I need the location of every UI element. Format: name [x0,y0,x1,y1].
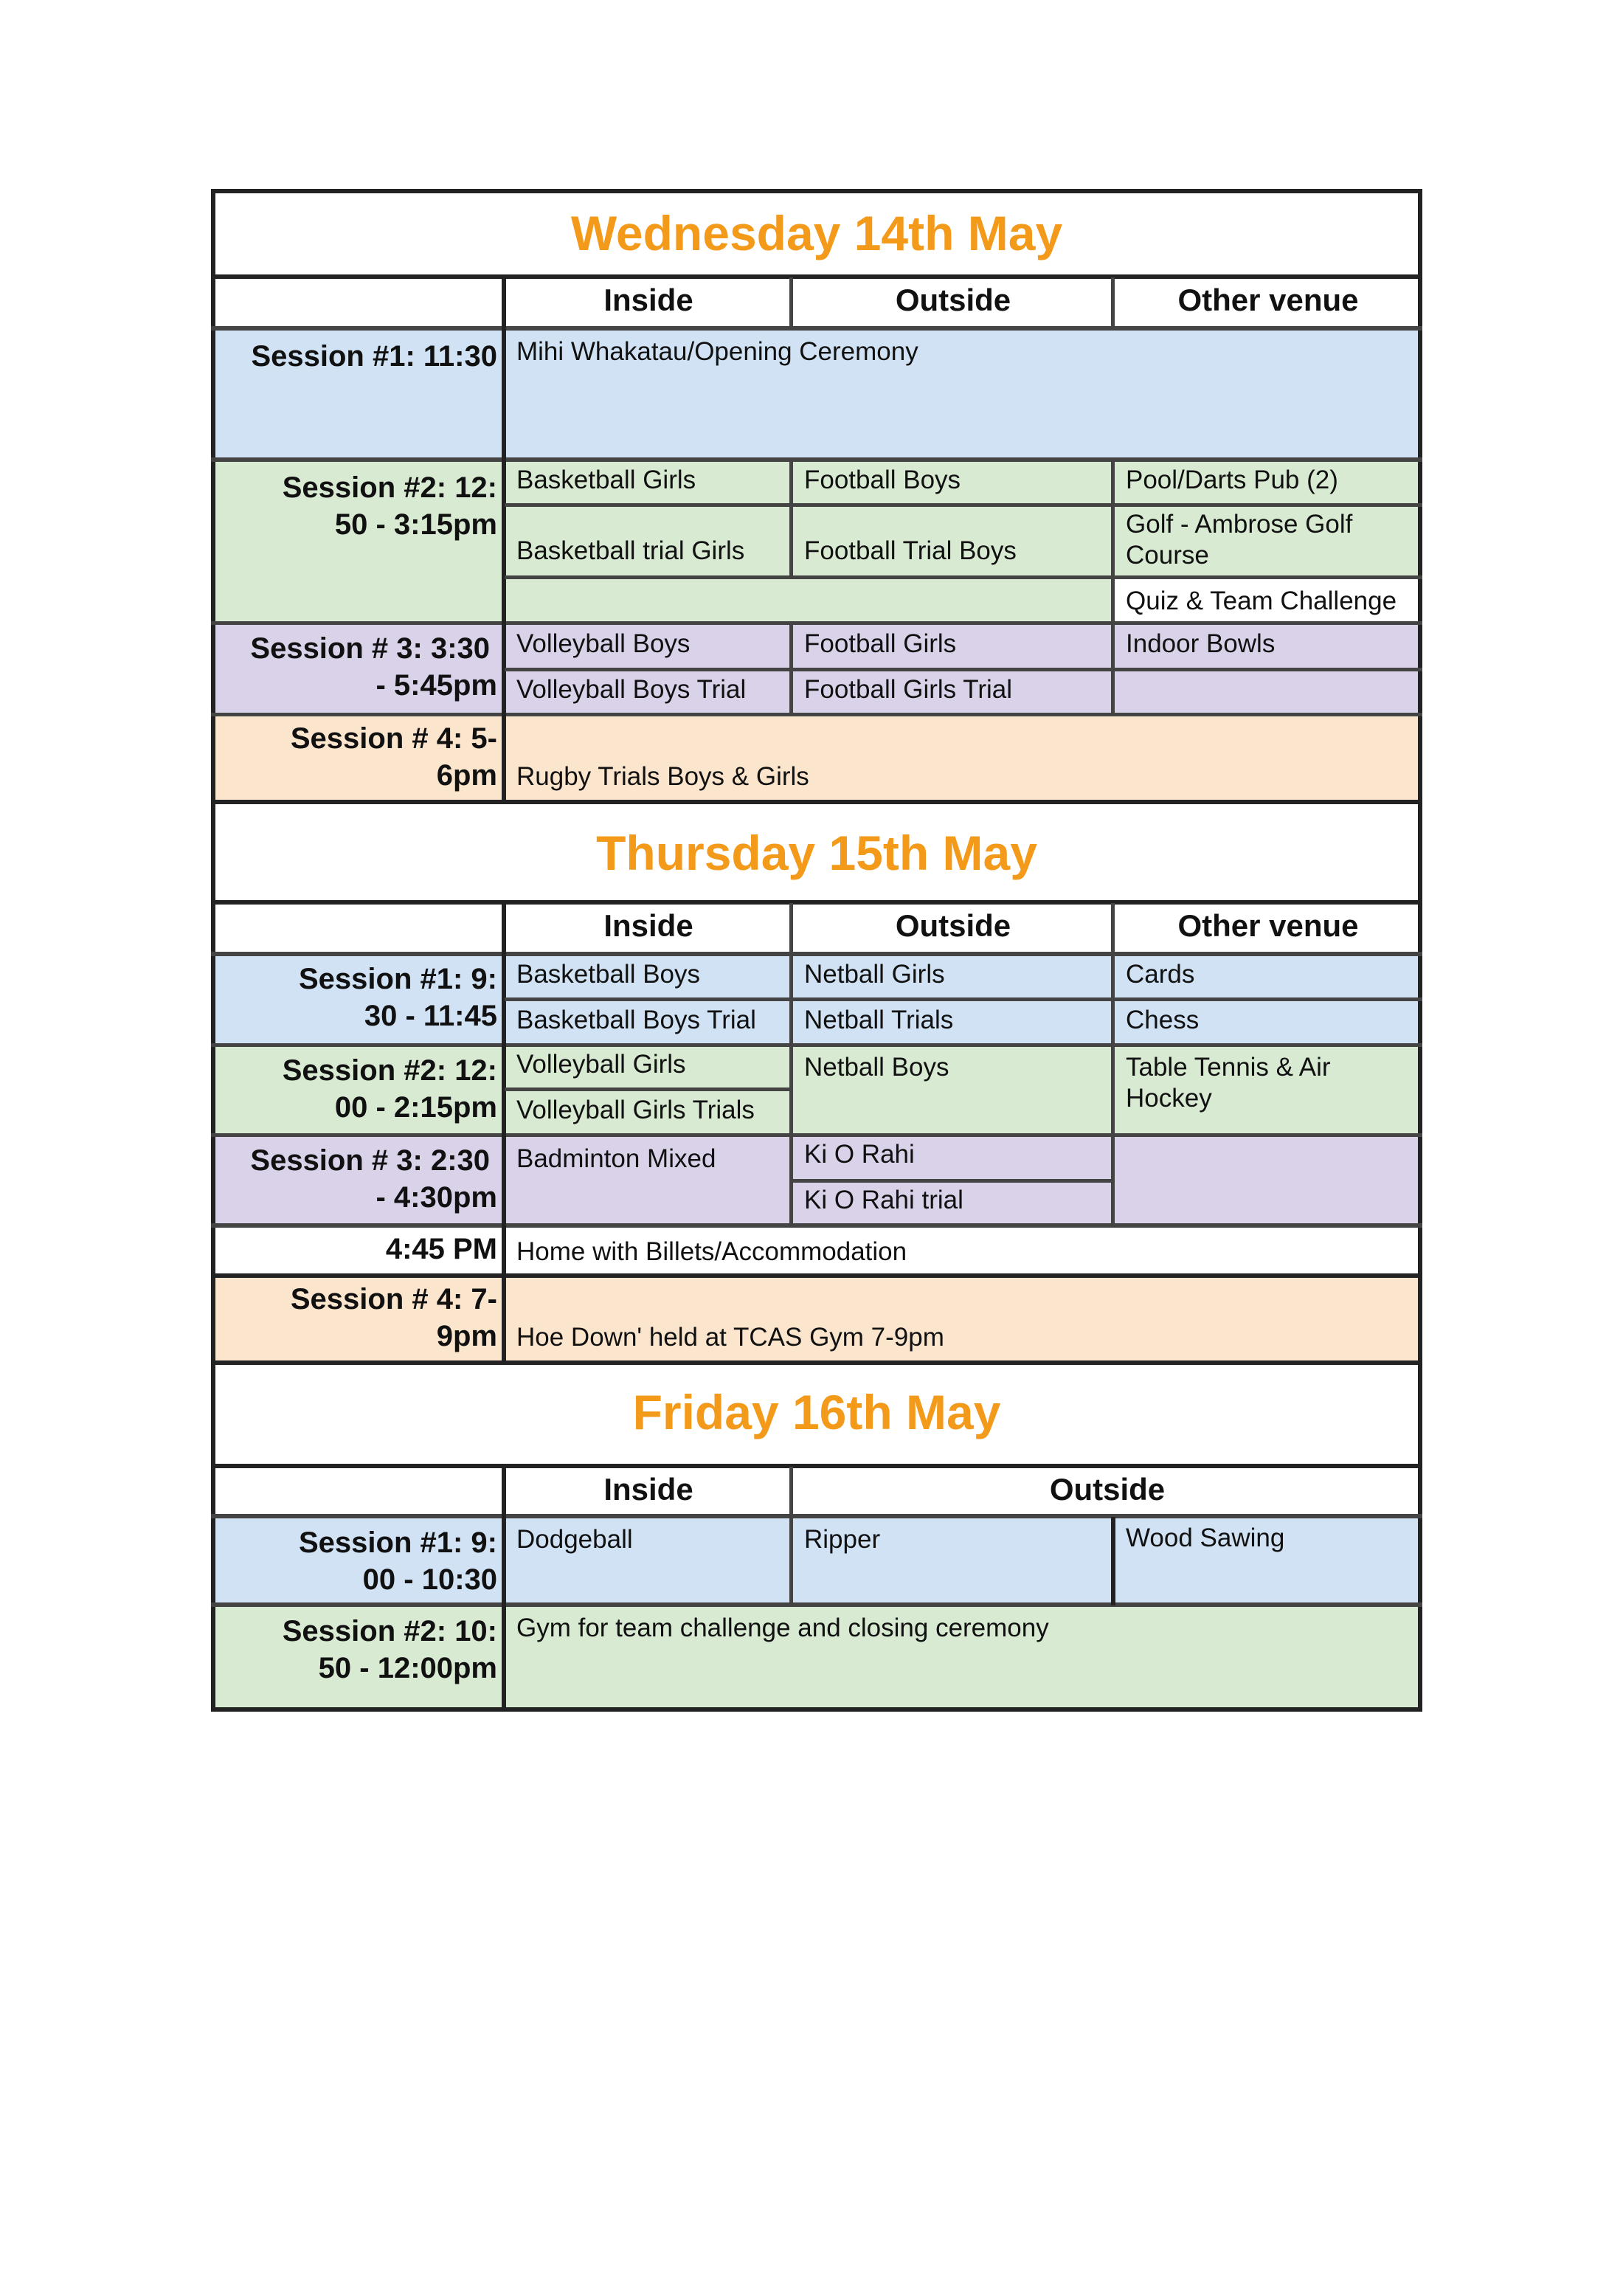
wednesday-session4-label-line1: Session # 4: 5- [290,722,497,755]
friday-session2-activity-cell [505,1605,1422,1712]
line-wed-s3 [211,713,1422,716]
vline-fri-header-1 [789,1467,793,1517]
wednesday-session2-other-2: Golf - Ambrose Golf Course [1126,510,1353,570]
vline-wed-header-2 [1111,277,1115,329]
frame-right [1418,189,1422,1712]
friday-header-inside: Inside [603,1472,693,1507]
friday-session2-activity: Gym for team challenge and closing ceremony [516,1614,1049,1642]
wednesday-header-outside: Outside [895,283,1011,317]
thursday-home-label-cell [211,1226,505,1276]
thursday-header-other: Other venue [1177,908,1359,943]
vline-fri-s1-2 [1111,1517,1115,1605]
vline-wed-s2-2 [1111,460,1115,624]
vline-thu-header-1 [789,903,793,955]
wednesday-session1-label: Session #1: 11:30 [251,340,497,373]
wednesday-header-inside: Inside [603,283,693,317]
line-thu-s2-mid [505,1088,792,1091]
thursday-session4-label-line1: Session # 4: 7- [290,1283,497,1315]
line-wed-s3-mid [505,668,1422,671]
line-thu-s3-mid [792,1179,1114,1183]
wednesday-session1-activity-cell [505,329,1422,460]
thursday-session4-label-line2: 9pm [436,1320,497,1352]
thursday-home-activity: Home with Billets/Accommodation [516,1237,907,1266]
wednesday-title-row [211,189,1422,277]
thursday-session1-inside-1: Basketball Boys [516,960,701,989]
frame-left [211,189,215,1712]
line-wed-end [211,800,1422,804]
thursday-session3-label-cell [211,1136,505,1226]
thursday-session3-label-line2: - 4:30pm [376,1181,497,1214]
friday-title: Friday 16th May [632,1385,1001,1439]
wednesday-session2-outside-2: Football Trial Boys [804,536,1017,565]
line-thu-title [211,900,1422,905]
friday-session1-label-line2: 00 - 10:30 [362,1563,497,1596]
line-thu-header [211,952,1422,956]
thursday-home-activity-cell [505,1226,1422,1276]
wednesday-session4-label-cell [211,716,505,803]
frame-top [211,189,1422,193]
friday-header-row [211,1467,1422,1517]
vline-label-thu [502,903,506,1363]
line-wed-s1 [211,457,1422,462]
thursday-session1-label-line1: Session #1: 9: [298,963,497,995]
line-thu-s2 [211,1133,1422,1137]
vline-thu-s2-1 [789,1046,793,1136]
wednesday-session2-inside-1: Basketball Girls [516,466,696,494]
friday-session2-label-cell [211,1605,505,1712]
wednesday-session3-label-cell [211,624,505,716]
friday-session1-label-line1: Session #1: 9: [298,1526,497,1559]
line-fri-header [211,1514,1422,1518]
friday-session2-label-line1: Session #2: 10: [282,1615,497,1647]
wednesday-session2-label-line1: Session #2: 12: [282,471,497,504]
friday-session2-label-line2: 50 - 12:00pm [318,1652,497,1684]
frame-bottom [211,1707,1422,1712]
wednesday-session3-outside-1: Football Girls [804,629,957,658]
friday-session1-outside-2: Wood Sawing [1126,1524,1285,1552]
line-thu-home [211,1273,1422,1278]
thursday-title: Thursday 15th May [596,826,1037,880]
thursday-header-row [211,903,1422,955]
wednesday-session2-label-cell [211,460,505,624]
thursday-session3-outside-1: Ki O Rahi [804,1140,915,1169]
thursday-title-row [211,803,1422,903]
line-thu-end [211,1360,1422,1365]
wednesday-session3-label-line2: - 5:45pm [376,669,497,702]
wednesday-session2-outside-1: Football Boys [804,466,961,494]
wednesday-session3-inside-1: Volleyball Boys [516,629,691,658]
line-wed-header [211,326,1422,331]
thursday-session2-inside-1: Volleyball Girls [516,1050,686,1079]
thursday-session2-other-1: Table Tennis & Air Hockey [1126,1053,1331,1113]
thursday-session2-outside-1: Netball Boys [804,1053,949,1082]
line-thu-s1 [211,1043,1422,1047]
line-fri-s1 [211,1602,1422,1607]
vline-thu-s2-2 [1111,1046,1115,1136]
friday-session1-label-cell [211,1517,505,1605]
wednesday-session1-label-cell [211,329,505,460]
wednesday-session2-other-1: Pool/Darts Pub (2) [1126,466,1338,494]
thursday-session2-block [505,1046,1422,1136]
wednesday-session2-other-3: Quiz & Team Challenge [1126,587,1397,615]
thursday-session4-activity-cell [505,1276,1422,1363]
vline-wed-header-1 [789,277,793,329]
wednesday-header-row [211,277,1422,329]
thursday-session3-label-line1: Session # 3: 2:30 [250,1144,490,1177]
wednesday-title: Wednesday 14th May [570,206,1063,260]
wednesday-session1-activity: Mihi Whakatau/Opening Ceremony [516,337,918,366]
wednesday-session3-inside-2: Volleyball Boys Trial [516,675,747,704]
thursday-session1-outside-2: Netball Trials [804,1006,954,1034]
thursday-session1-inside-2: Basketball Boys Trial [516,1006,756,1034]
wednesday-session3-outside-2: Football Girls Trial [804,675,1013,704]
line-wed-s2 [211,621,1422,625]
line-thu-s3 [211,1223,1422,1228]
line-wed-title [211,274,1422,279]
wednesday-session4-activity: Rugby Trials Boys & Girls [516,762,809,791]
wednesday-session2-label-line2: 50 - 3:15pm [334,508,497,541]
thursday-home-time: 4:45 PM [385,1233,497,1265]
vline-label-wed [502,277,506,803]
schedule-table [211,189,1422,1712]
thursday-session3-outside-2: Ki O Rahi trial [804,1186,963,1214]
thursday-session2-inside-2: Volleyball Girls Trials [516,1096,755,1124]
thursday-session4-activity: Hoe Down' held at TCAS Gym 7-9pm [516,1323,944,1352]
thursday-header-inside: Inside [603,908,693,943]
line-wed-s2-b [505,575,1422,579]
friday-title-row [211,1363,1422,1467]
thursday-session2-label-line1: Session #2: 12: [282,1054,497,1087]
thursday-session2-label-line2: 00 - 2:15pm [334,1091,497,1124]
wednesday-session3-other-1: Indoor Bowls [1126,629,1276,658]
wednesday-session2-other-3-cell [1114,578,1422,624]
thursday-session1-other-2: Chess [1126,1006,1200,1034]
thursday-session1-outside-1: Netball Girls [804,960,945,989]
friday-header-outside: Outside [1049,1472,1166,1507]
friday-session1-outside-1: Ripper [804,1525,881,1554]
line-wed-s2-a [505,503,1422,507]
thursday-session1-other-1: Cards [1126,960,1195,989]
thursday-session3-inside-1: Badminton Mixed [516,1144,716,1173]
thursday-header-outside: Outside [895,908,1011,943]
wednesday-session4-activity-cell [505,716,1422,803]
thursday-session2-label-cell [211,1046,505,1136]
line-fri-title [211,1464,1422,1468]
thursday-session1-label-line2: 30 - 11:45 [364,1000,497,1032]
thursday-session4-label-cell [211,1276,505,1363]
vline-fri-s1-1 [789,1517,793,1605]
wednesday-header-other: Other venue [1177,283,1359,317]
vline-wed-s2-1 [789,460,793,578]
vline-label-fri [502,1467,506,1712]
friday-session1-block [505,1517,1422,1605]
wednesday-session4-label-line2: 6pm [436,759,497,792]
thursday-session1-label-cell [211,955,505,1046]
vline-thu-header-2 [1111,903,1115,955]
friday-session1-inside-1: Dodgeball [516,1525,633,1554]
wednesday-session3-label-line1: Session # 3: 3:30 [250,632,490,665]
line-thu-s1-mid [505,997,1422,1001]
wednesday-session2-inside-2: Basketball trial Girls [516,536,745,565]
